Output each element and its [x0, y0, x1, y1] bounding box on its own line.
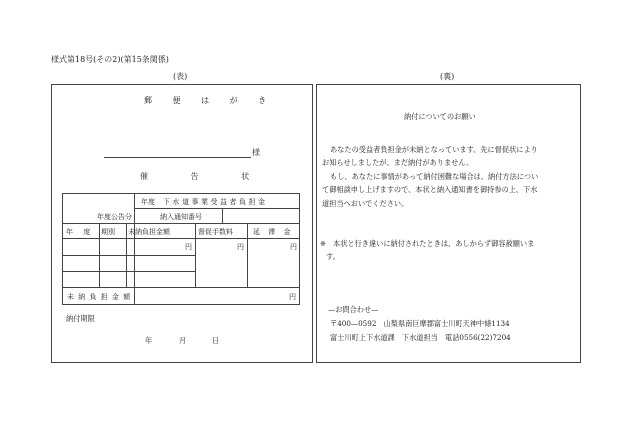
deadline-month: 月 [179, 336, 187, 345]
note-line1: 本状と行き違いに納付されたときは、あしからず御容赦願いま [333, 239, 535, 248]
fee-name: 下水道事業受益者負担金 [163, 198, 268, 206]
front-side-label: (表) [173, 72, 188, 81]
payment-notice-number: 納入通知番号 [160, 213, 202, 221]
deadline-day: 日 [212, 336, 220, 345]
note-line2: す。 [326, 252, 340, 261]
year-public-notice: 年度公告分 [97, 213, 132, 221]
para1-line1: あなたの受益者負担金が未納となっています。先に督促状により [330, 145, 538, 154]
yen-unpaid: 円 [185, 243, 192, 251]
yen-reminder: 円 [237, 243, 244, 251]
postcard-title: 郵 便 は が き [144, 96, 276, 105]
unpaid-total-label: 未 納 負 担 金 額 [67, 293, 132, 301]
note-mark: ※ [320, 239, 327, 248]
col-installment: 期別 [101, 228, 115, 236]
recipient-suffix: 様 [252, 148, 260, 157]
form-code: 様式第18号(その2)(第15条関係) [51, 55, 169, 64]
fee-table [62, 193, 300, 305]
col-late-charge: 延 滞 金 [253, 228, 294, 236]
recipient-name-line [104, 157, 251, 158]
contact-address: 〒400—0592 山梨県南巨摩郡富士川町天神中條1134 [330, 319, 510, 328]
para2-line3: 道担当へおいでください。 [322, 199, 409, 208]
contact-dept: 富士川町上下水道課 下水道担当 電話0556(22)7204 [330, 333, 511, 342]
contact-header: —お問合わせ— [328, 305, 379, 314]
col-fiscal-year: 年 度 [66, 228, 95, 236]
col-reminder-fee: 督促手数料 [198, 228, 233, 236]
notice-title: 催 告 状 [140, 172, 270, 181]
year-label: 年度 [141, 198, 155, 206]
yen-late: 円 [290, 243, 297, 251]
back-side-label: (裏) [440, 72, 455, 81]
col-unpaid-burden: 未納負担金額 [128, 228, 170, 236]
para2-line2: て御相談申し上げますので、本状と納入通知書を御持参の上、下水 [322, 185, 538, 194]
deadline-label: 納付期限 [66, 314, 95, 323]
para1-line2: お知らせしましたが、まだ納付がありません。 [322, 158, 474, 167]
back-title: 納付についてのお願い [404, 112, 476, 121]
deadline-year: 年 [145, 336, 153, 345]
unpaid-total-yen: 円 [289, 293, 296, 301]
para2-line1: もし、あなたに事情があって納付困難な場合は、納付方法につい [330, 172, 539, 181]
